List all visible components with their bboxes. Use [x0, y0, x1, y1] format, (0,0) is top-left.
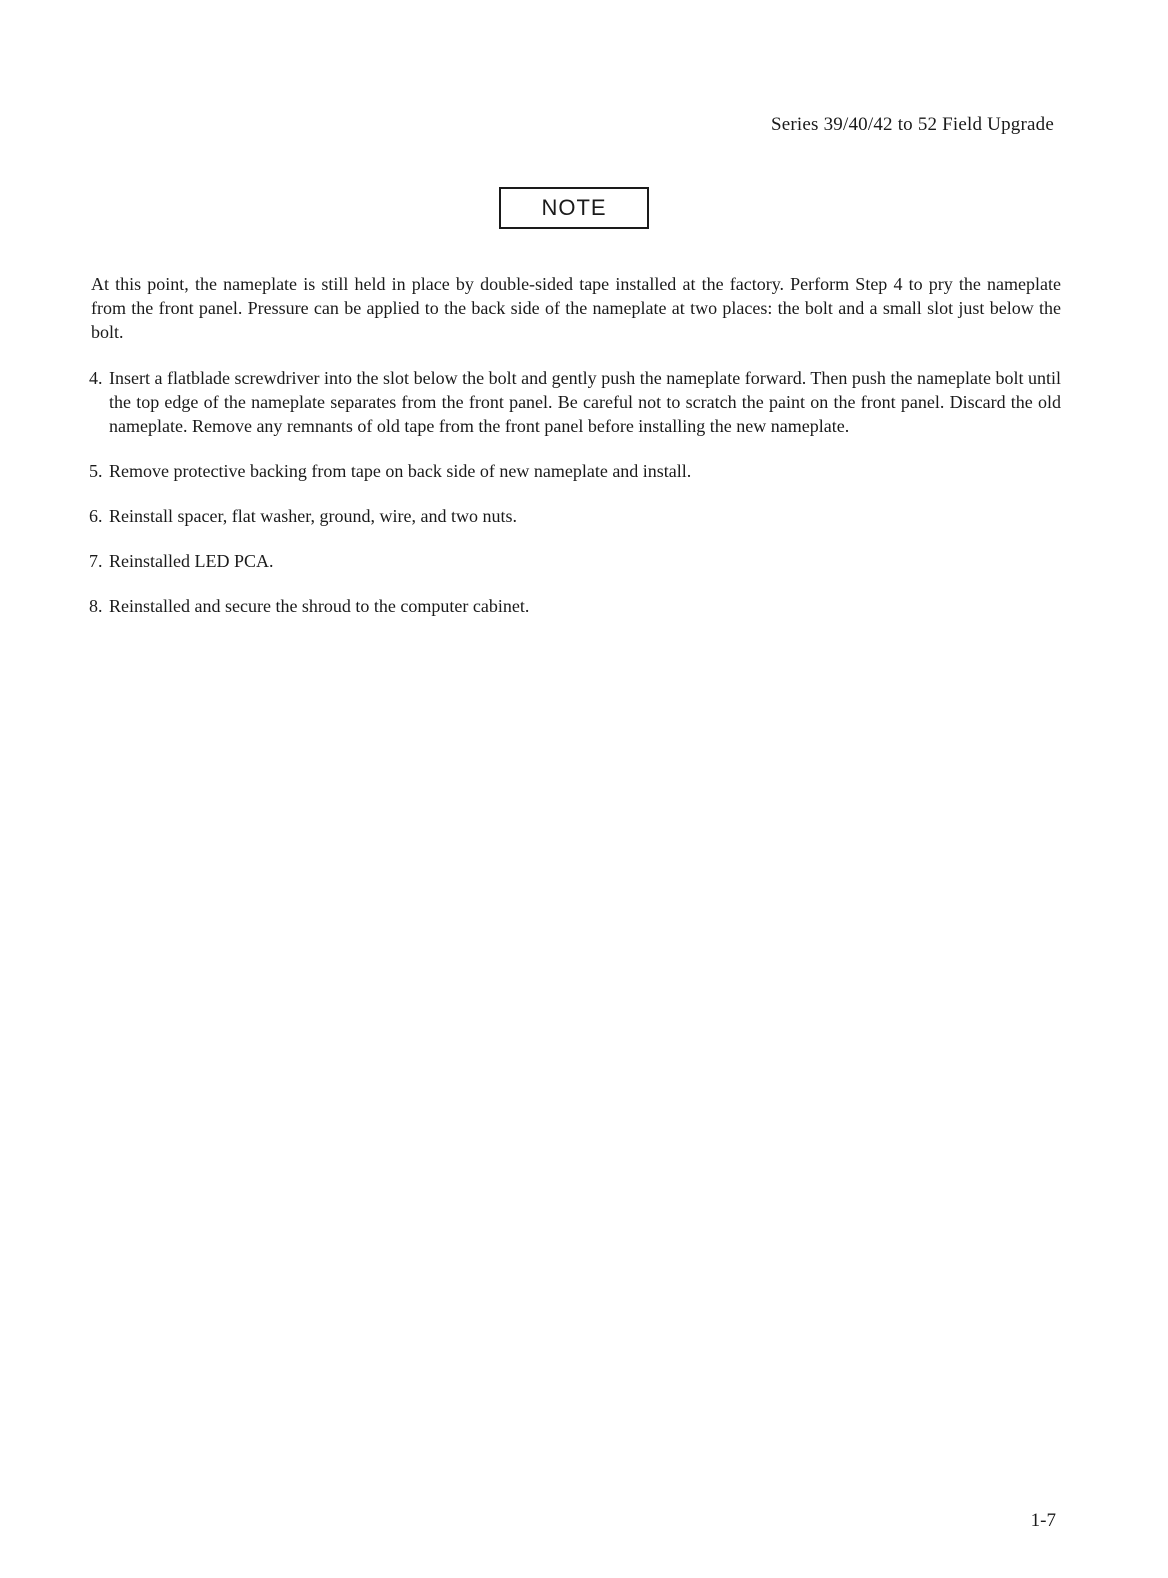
page-number: 1-7 — [1030, 1510, 1056, 1531]
step-text: Reinstalled LED PCA. — [109, 551, 274, 571]
step-6 — [89, 504, 1061, 528]
step-text: Remove protective backing from tape on back side of new nameplate and install. — [109, 461, 692, 481]
step-number: 5. — [89, 461, 103, 481]
note-label-box: NOTE — [499, 187, 649, 229]
step-7 — [89, 549, 1061, 573]
step-text: Reinstall spacer, flat washer, ground, wire, and two nuts. — [109, 506, 517, 526]
step-number: 8. — [89, 596, 103, 616]
step-8 — [89, 594, 1061, 618]
step-5 — [89, 459, 1061, 483]
step-text: Insert a flatblade screwdriver into the slot below the bolt and gently push the nameplate forward. Then push the nameplate bolt until the top edge of the nameplate separates from the front panel. Be careful not to scratch the paint on the front panel. Discard the old nameplate. Remove any remnants of old tape from the front panel before installing the new nameplate. — [109, 368, 1061, 436]
running-header: Series 39/40/42 to 52 Field Upgrade — [771, 114, 1054, 135]
step-text: Reinstalled and secure the shroud to the computer cabinet. — [109, 596, 530, 616]
step-4 — [89, 366, 1061, 438]
procedure-steps — [89, 366, 1061, 639]
step-number: 4. — [89, 368, 103, 388]
step-number: 6. — [89, 506, 103, 526]
note-text: At this point, the nameplate is still held in place by double-sided tape installed at the factory. Perform Step 4 to pry the nameplate from the front panel. Pressure can be applied to the back side of the nameplate at two places: the bolt and a small slot just below the bolt. — [91, 274, 1061, 342]
step-number: 7. — [89, 551, 103, 571]
